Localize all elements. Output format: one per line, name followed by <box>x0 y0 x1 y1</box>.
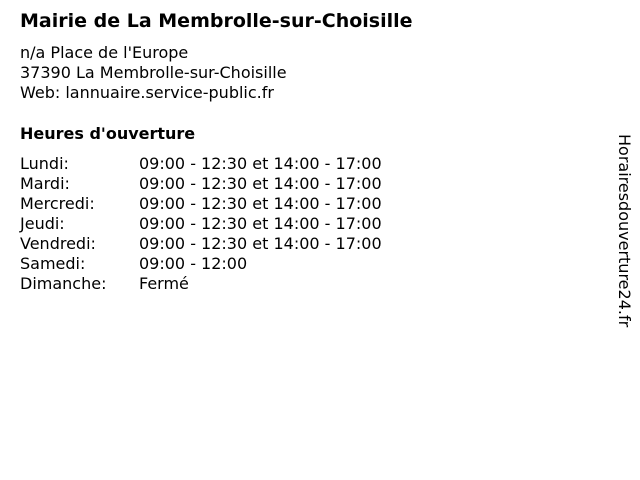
time-value: Fermé <box>139 274 189 293</box>
time-value: 09:00 - 12:30 et 14:00 - 17:00 <box>139 234 382 253</box>
time-value: 09:00 - 12:30 et 14:00 - 17:00 <box>139 174 382 193</box>
hours-table <box>20 154 382 294</box>
hours-row-jeudi <box>20 214 382 234</box>
day-label: Lundi: <box>20 154 69 173</box>
day-label: Samedi: <box>20 254 86 273</box>
city-address: 37390 La Membrolle-sur-Choisille <box>20 63 287 82</box>
hours-row-mercredi <box>20 194 382 214</box>
time-value: 09:00 - 12:30 et 14:00 - 17:00 <box>139 214 382 233</box>
hours-row-samedi <box>20 254 382 274</box>
day-label: Jeudi: <box>20 214 65 233</box>
day-label: Mercredi: <box>20 194 95 213</box>
brand-watermark: Horairesdouverture24.fr <box>615 134 634 328</box>
website-link[interactable]: Web: lannuaire.service-public.fr <box>20 83 274 102</box>
time-value: 09:00 - 12:30 et 14:00 - 17:00 <box>139 154 382 173</box>
hours-row-lundi <box>20 154 382 174</box>
hours-heading: Heures d'ouverture <box>20 124 196 143</box>
time-value: 09:00 - 12:00 <box>139 254 248 273</box>
hours-row-mardi <box>20 174 382 194</box>
hours-row-vendredi <box>20 234 382 254</box>
day-label: Dimanche: <box>20 274 107 293</box>
street-address: n/a Place de l'Europe <box>20 43 189 62</box>
time-value: 09:00 - 12:30 et 14:00 - 17:00 <box>139 194 382 213</box>
day-label: Mardi: <box>20 174 70 193</box>
hours-row-dimanche <box>20 274 382 294</box>
address-block <box>20 43 287 103</box>
page-title: Mairie de La Membrolle-sur-Choisille <box>20 10 413 32</box>
day-label: Vendredi: <box>20 234 96 253</box>
